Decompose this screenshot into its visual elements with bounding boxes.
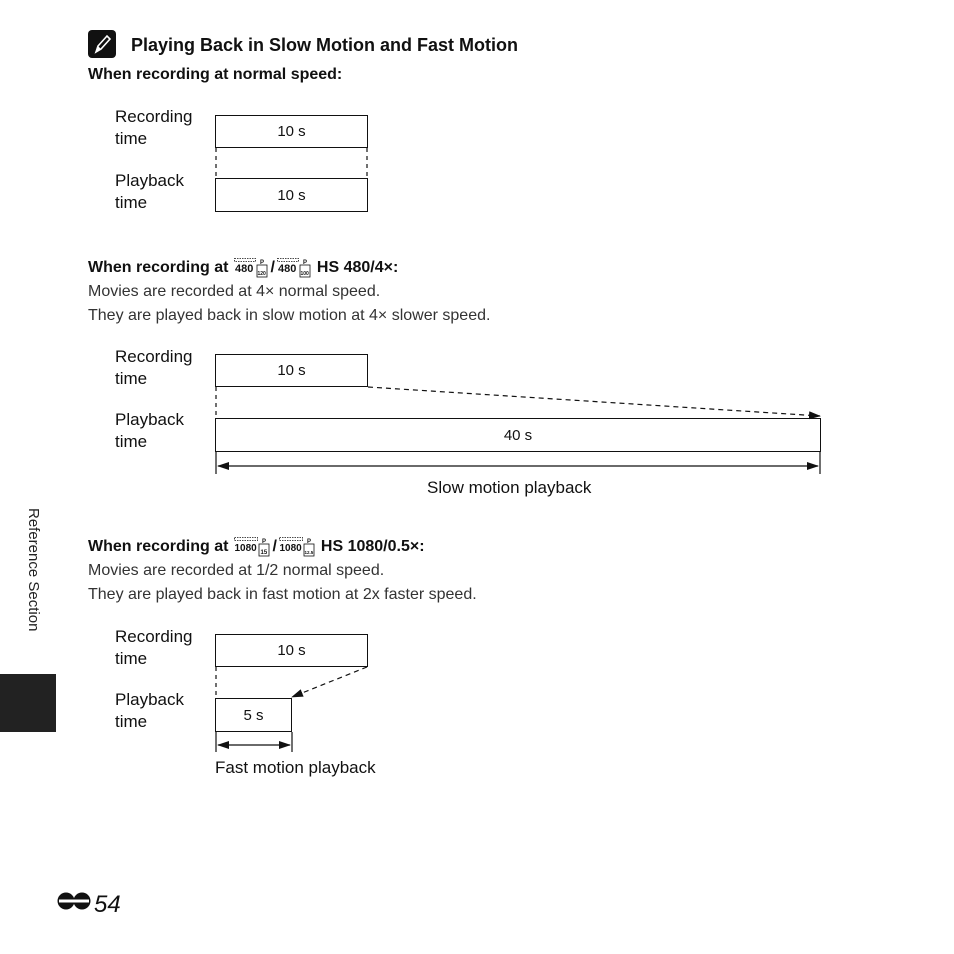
recording-time-box: 10 s	[215, 354, 368, 387]
recording-time-label: Recording time	[115, 627, 193, 668]
svg-text:P: P	[302, 260, 307, 266]
recording-time-box: 10 s	[215, 115, 368, 148]
slow-motion-caption: Slow motion playback	[427, 478, 592, 497]
mode-icon-text: 1080	[234, 543, 258, 554]
playback-time-label: Playback time	[115, 171, 184, 212]
recording-time-label: Recording time	[115, 347, 193, 388]
page-title: Playing Back in Slow Motion and Fast Motion	[131, 35, 519, 55]
playback-time-box: 40 s	[215, 418, 821, 452]
playback-time-label: Playback time	[115, 410, 184, 451]
mode-icon-text: 12.5	[304, 550, 314, 555]
section-heading-normal: When recording at normal speed:	[88, 66, 343, 83]
recording-time-box: 10 s	[215, 634, 368, 667]
reference-section-icon	[56, 890, 92, 919]
slow-description-line-1: Movies are recorded at 4× normal speed.	[88, 283, 381, 300]
svg-text:P: P	[262, 539, 267, 545]
fast-description-line-2: They are played back in fast motion at 2x faster speed.	[88, 586, 477, 603]
mode-icon-text: 480	[277, 263, 297, 275]
mode-icon-text: 100	[300, 271, 309, 277]
playback-time-label: Playback time	[115, 690, 184, 731]
playback-time-box: 5 s	[215, 698, 292, 732]
fast-description-line-1: Movies are recorded at 1/2 normal speed.	[88, 562, 385, 579]
fast-motion-caption: Fast motion playback	[215, 758, 376, 777]
page-number: 54	[56, 890, 121, 919]
playback-time-box: 10 s	[215, 178, 368, 212]
svg-text:P: P	[306, 539, 311, 545]
mode-icon-text: 120	[257, 271, 267, 277]
section-heading-slow: When recording at 480 120 P / 480 100 P HS 480/4×:	[88, 259, 399, 277]
mode-icon-text: 1080	[279, 543, 302, 554]
slow-stretch-arrow	[368, 387, 820, 416]
mode-icon-text: 480	[235, 263, 254, 275]
svg-text:P: P	[260, 260, 265, 266]
mode-icon-text: 15	[260, 550, 268, 556]
sidebar-tab	[0, 674, 56, 732]
section-heading-fast: When recording at 1080 15 P / 1080 12.5 P HS 1080/0.5×:	[88, 538, 425, 556]
recording-time-label: Recording time	[115, 107, 193, 148]
slow-description-line-2: They are played back in slow motion at 4× slower speed.	[88, 307, 491, 324]
sidebar-section-label: Reference Section	[25, 508, 42, 632]
fast-compress-arrow	[292, 667, 367, 697]
